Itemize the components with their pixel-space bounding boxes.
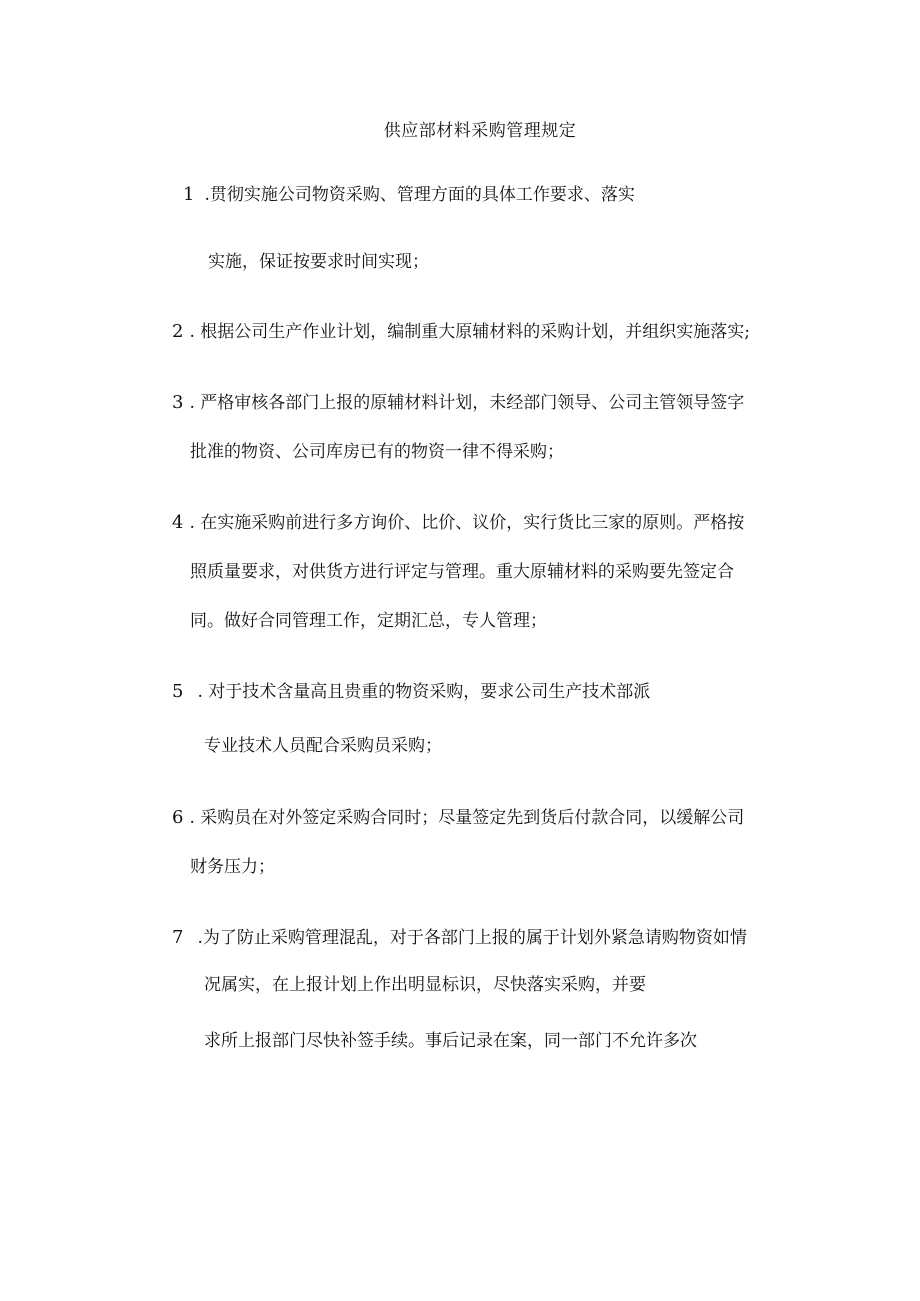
document-title: 供应部材料采购管理规定 xyxy=(383,121,577,141)
item-2-line-1 xyxy=(172,320,750,344)
item-text: . 在实施采购前进行多方询价、比价、议价，实行货比三家的原则。严格按 xyxy=(189,513,745,533)
item-number: 5 xyxy=(172,681,184,702)
item-3-line-2: 批准的物资、公司库房已有的物资一律不得采购； xyxy=(190,442,564,462)
item-text: . 根据公司生产作业计划，编制重大原辅材料的采购计划，并组织实施落实; xyxy=(189,322,750,342)
item-number: 1 xyxy=(183,184,195,205)
item-3-line-1 xyxy=(172,391,744,415)
item-4-line-3: 同。做好合同管理工作，定期汇总，专人管理； xyxy=(190,611,547,631)
item-4-line-2: 照质量要求，对供货方进行评定与管理。重大原辅材料的采购要先签定合 xyxy=(190,562,734,582)
item-7-line-3: 求所上报部门尽快补签手续。事后记录在案，同一部门不允许多次 xyxy=(204,1031,697,1051)
item-text: . 采购员在对外签定采购合同时；尽量签定先到货后付款合同，以缓解公司 xyxy=(189,808,745,828)
item-number: 3 xyxy=(172,392,184,413)
item-number: 7 xyxy=(172,927,184,948)
item-text: . 对于技术含量高且贵重的物资采购，要求公司生产技术部派 xyxy=(197,682,651,702)
item-7-line-2: 况属实，在上报计划上作出明显标识，尽快落实采购，并要 xyxy=(204,975,646,995)
item-5-line-1 xyxy=(172,680,650,704)
item-number: 2 xyxy=(172,321,184,342)
item-number: 4 xyxy=(172,512,184,533)
item-1-line-2: 实施，保证按要求时间实现； xyxy=(208,252,429,272)
item-text: .贯彻实施公司物资采购、管理方面的具体工作要求、落实 xyxy=(204,185,635,205)
item-4-line-1 xyxy=(172,511,744,535)
item-text: . 严格审核各部门上报的原辅材料计划，未经部门领导、公司主管领导签字 xyxy=(189,393,745,413)
item-text: .为了防止采购管理混乱，对于各部门上报的属于计划外紧急请购物资如情 xyxy=(197,928,747,948)
item-6-line-2: 财务压力； xyxy=(190,857,275,877)
item-5-line-2: 专业技术人员配合采购员采购； xyxy=(204,736,442,756)
item-7-line-1 xyxy=(172,926,747,950)
item-6-line-1 xyxy=(172,806,744,830)
item-number: 6 xyxy=(172,807,184,828)
item-1-line-1 xyxy=(183,183,635,207)
